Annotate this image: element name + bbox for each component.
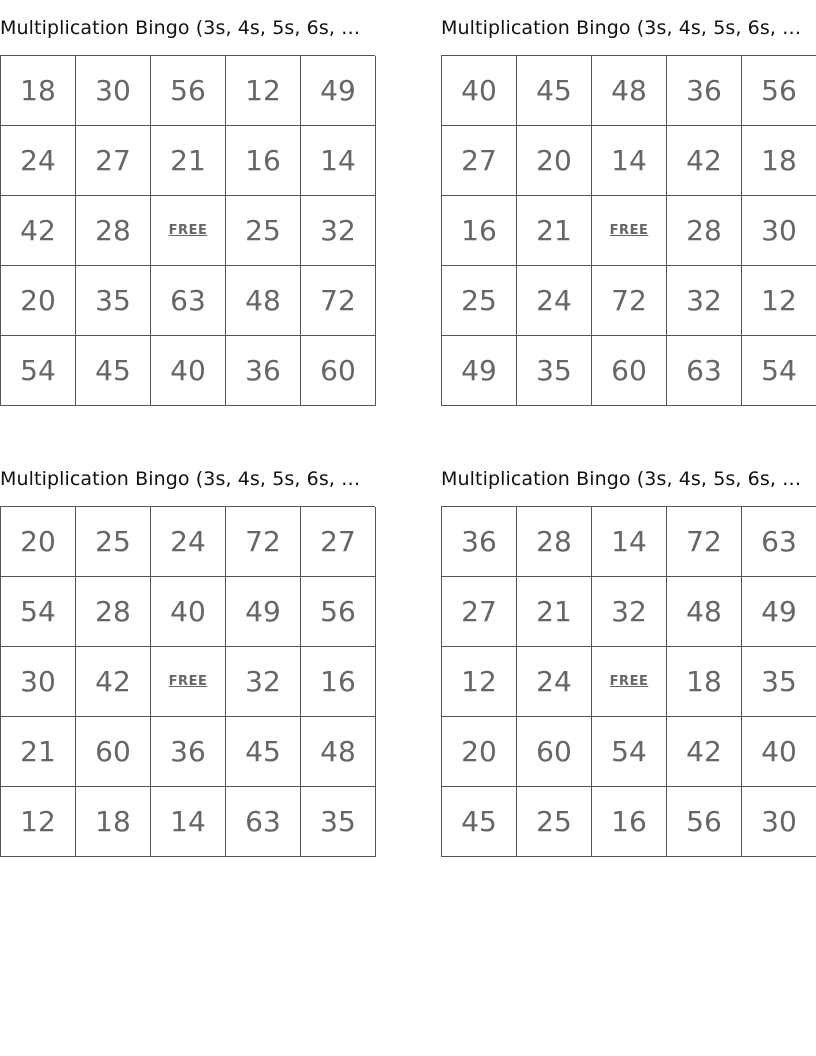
bingo-cell: 49	[226, 577, 301, 647]
bingo-cell: 27	[301, 507, 376, 577]
bingo-cell: 48	[226, 266, 301, 336]
bingo-cell: 16	[301, 647, 376, 717]
card-title: Multiplication Bingo (3s, 4s, 5s, 6s, …	[441, 468, 802, 490]
bingo-cell: 54	[742, 336, 816, 406]
bingo-cell: 35	[301, 787, 376, 857]
bingo-cell: 32	[226, 647, 301, 717]
bingo-cell: 14	[592, 507, 667, 577]
bingo-cell: 56	[667, 787, 742, 857]
bingo-cell: 12	[226, 56, 301, 126]
bingo-cell: 14	[151, 787, 226, 857]
bingo-cell: 25	[442, 266, 517, 336]
bingo-cell: 60	[592, 336, 667, 406]
bingo-cell: 12	[1, 787, 76, 857]
bingo-cell: 27	[442, 126, 517, 196]
bingo-cell: 35	[76, 266, 151, 336]
bingo-cell: 30	[742, 196, 816, 266]
bingo-cell: 60	[76, 717, 151, 787]
bingo-cell: 49	[442, 336, 517, 406]
bingo-cell: 45	[226, 717, 301, 787]
bingo-cell: 42	[667, 126, 742, 196]
bingo-cell: 14	[592, 126, 667, 196]
bingo-grid	[0, 506, 375, 857]
bingo-cell: 28	[517, 507, 592, 577]
bingo-cell: 56	[742, 56, 816, 126]
card-title: Multiplication Bingo (3s, 4s, 5s, 6s, …	[0, 17, 361, 39]
bingo-cell: 20	[1, 266, 76, 336]
bingo-cell: 32	[301, 196, 376, 266]
bingo-cell: 20	[1, 507, 76, 577]
bingo-cell: 28	[667, 196, 742, 266]
bingo-cell: 18	[667, 647, 742, 717]
bingo-cell: 25	[226, 196, 301, 266]
bingo-cell: 72	[226, 507, 301, 577]
free-space-cell: FREE	[592, 647, 667, 717]
bingo-cell: 28	[76, 577, 151, 647]
card-title: Multiplication Bingo (3s, 4s, 5s, 6s, …	[441, 17, 802, 39]
bingo-cell: 18	[742, 126, 816, 196]
bingo-cell: 48	[667, 577, 742, 647]
bingo-cell: 30	[1, 647, 76, 717]
free-space-cell: FREE	[592, 196, 667, 266]
bingo-cell: 27	[442, 577, 517, 647]
bingo-grid	[441, 506, 816, 857]
bingo-cell: 24	[151, 507, 226, 577]
bingo-cell: 36	[442, 507, 517, 577]
bingo-card-1	[0, 14, 375, 406]
bingo-cell: 40	[442, 56, 517, 126]
bingo-cell: 32	[592, 577, 667, 647]
card-title: Multiplication Bingo (3s, 4s, 5s, 6s, …	[0, 468, 361, 490]
bingo-cell: 49	[742, 577, 816, 647]
bingo-cell: 54	[592, 717, 667, 787]
bingo-cell: 35	[517, 336, 592, 406]
bingo-cell: 48	[592, 56, 667, 126]
bingo-cell: 16	[442, 196, 517, 266]
bingo-cell: 42	[1, 196, 76, 266]
bingo-cell: 63	[226, 787, 301, 857]
bingo-grid	[0, 55, 375, 406]
bingo-card-4	[441, 465, 816, 857]
bingo-cell: 63	[667, 336, 742, 406]
bingo-cell: 16	[592, 787, 667, 857]
free-space-cell: FREE	[151, 647, 226, 717]
bingo-cell: 40	[151, 577, 226, 647]
bingo-card-2	[441, 14, 816, 406]
bingo-cell: 21	[151, 126, 226, 196]
bingo-cell: 20	[442, 717, 517, 787]
bingo-cell: 72	[592, 266, 667, 336]
bingo-grid	[441, 55, 816, 406]
bingo-cell: 20	[517, 126, 592, 196]
bingo-cell: 18	[76, 787, 151, 857]
bingo-cell: 14	[301, 126, 376, 196]
bingo-cell: 12	[742, 266, 816, 336]
bingo-cell: 40	[742, 717, 816, 787]
free-space-cell: FREE	[151, 196, 226, 266]
bingo-cell: 18	[1, 56, 76, 126]
bingo-cell: 16	[226, 126, 301, 196]
bingo-cell: 54	[1, 336, 76, 406]
bingo-cell: 45	[76, 336, 151, 406]
bingo-cell: 63	[151, 266, 226, 336]
bingo-cell: 45	[517, 56, 592, 126]
bingo-cell: 45	[442, 787, 517, 857]
bingo-cell: 40	[151, 336, 226, 406]
bingo-cell: 24	[517, 647, 592, 717]
bingo-cell: 21	[517, 577, 592, 647]
bingo-cell: 24	[1, 126, 76, 196]
bingo-cell: 27	[76, 126, 151, 196]
bingo-cell: 48	[301, 717, 376, 787]
bingo-cell: 54	[1, 577, 76, 647]
bingo-cell: 36	[151, 717, 226, 787]
bingo-cell: 60	[301, 336, 376, 406]
bingo-cell: 36	[226, 336, 301, 406]
bingo-card-3	[0, 465, 375, 857]
bingo-cell: 25	[517, 787, 592, 857]
bingo-cell: 56	[301, 577, 376, 647]
bingo-cell: 60	[517, 717, 592, 787]
bingo-cell: 28	[76, 196, 151, 266]
bingo-cell: 42	[76, 647, 151, 717]
bingo-cell: 35	[742, 647, 816, 717]
bingo-cell: 30	[76, 56, 151, 126]
bingo-cell: 63	[742, 507, 816, 577]
bingo-cell: 72	[301, 266, 376, 336]
bingo-cell: 30	[742, 787, 816, 857]
bingo-cell: 42	[667, 717, 742, 787]
bingo-cell: 24	[517, 266, 592, 336]
bingo-cell: 12	[442, 647, 517, 717]
bingo-cell: 21	[517, 196, 592, 266]
bingo-cell: 32	[667, 266, 742, 336]
bingo-cell: 56	[151, 56, 226, 126]
bingo-cell: 36	[667, 56, 742, 126]
bingo-cell: 25	[76, 507, 151, 577]
bingo-cell: 21	[1, 717, 76, 787]
bingo-cell: 49	[301, 56, 376, 126]
bingo-cell: 72	[667, 507, 742, 577]
